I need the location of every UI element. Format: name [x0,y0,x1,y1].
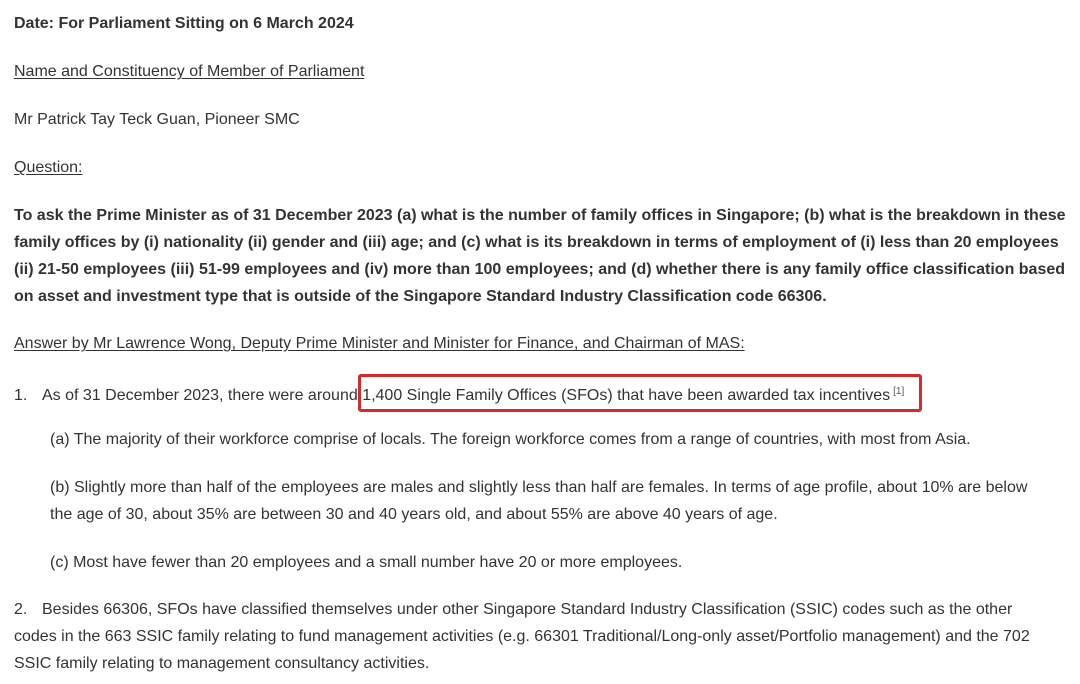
footnote-link[interactable]: [1] [893,386,905,397]
sub-point-c: (c) Most have fewer than 20 employees and a small number have 20 or more employees. [50,554,683,571]
sub-point-a: (a) The majority of their workforce comprise of locals. The foreign workforce comes from a range of countries, with most from Asia. [50,431,971,448]
paragraph-number: 2. [14,601,28,618]
member-heading: Name and Constituency of Member of Parliament [14,63,365,80]
answer-paragraph-2-line-1 [14,596,1012,623]
answer-paragraph-2-line-2: codes in the 663 SSIC family relating to fund management activities (e.g. 66301 Traditional/Long-only asset/Portfolio management) and the 702 [14,628,1030,645]
paragraph-2-text: Besides 66306, SFOs have classified themselves under other Singapore Standard Industry Classification (SSIC) codes such as the other [42,601,1013,618]
sub-point-b-line-2: the age of 30, about 35% are between 30 and 40 years old, and about 55% are above 40 years of age. [50,506,778,523]
question-heading: Question: [14,159,83,176]
paragraph-1-lead: As of 31 December 2023, there were around [42,387,363,404]
sub-point-b-line-1: (b) Slightly more than half of the employees are males and slightly less than half are females. In terms of age profile, about 10% are below [50,479,1028,496]
answer-heading: Answer by Mr Lawrence Wong, Deputy Prime Minister and Minister for Finance, and Chairman of MAS: [14,335,745,352]
question-text: To ask the Prime Minister as of 31 December 2023 (a) what is the number of family offices in Singapore; (b) what is the breakdown in these family offices by (i) nationality (ii) gender and (iii) age; and (c) what is its breakdown in terms of employment of (i) less than 20 employees (ii) 21-50 employees (iii) 51-99 employees and (iv) more than 100 employees; and (d) whether there is any family office classification based on asset and investment type that is outside of the Singapore Standard Industry Classification code 66306. [14,207,1066,305]
member-name: Mr Patrick Tay Teck Guan, Pioneer SMC [14,111,300,128]
answer-paragraph-2-line-3: SSIC family relating to management consultancy activities. [14,655,430,672]
red-highlight-box [358,374,922,412]
paragraph-number: 1. [14,387,28,404]
highlighted-sfo-count: 1,400 Single Family Offices (SFOs) that have been awarded tax incentives [362,387,891,404]
date-line: Date: For Parliament Sitting on 6 March 2024 [14,15,354,32]
